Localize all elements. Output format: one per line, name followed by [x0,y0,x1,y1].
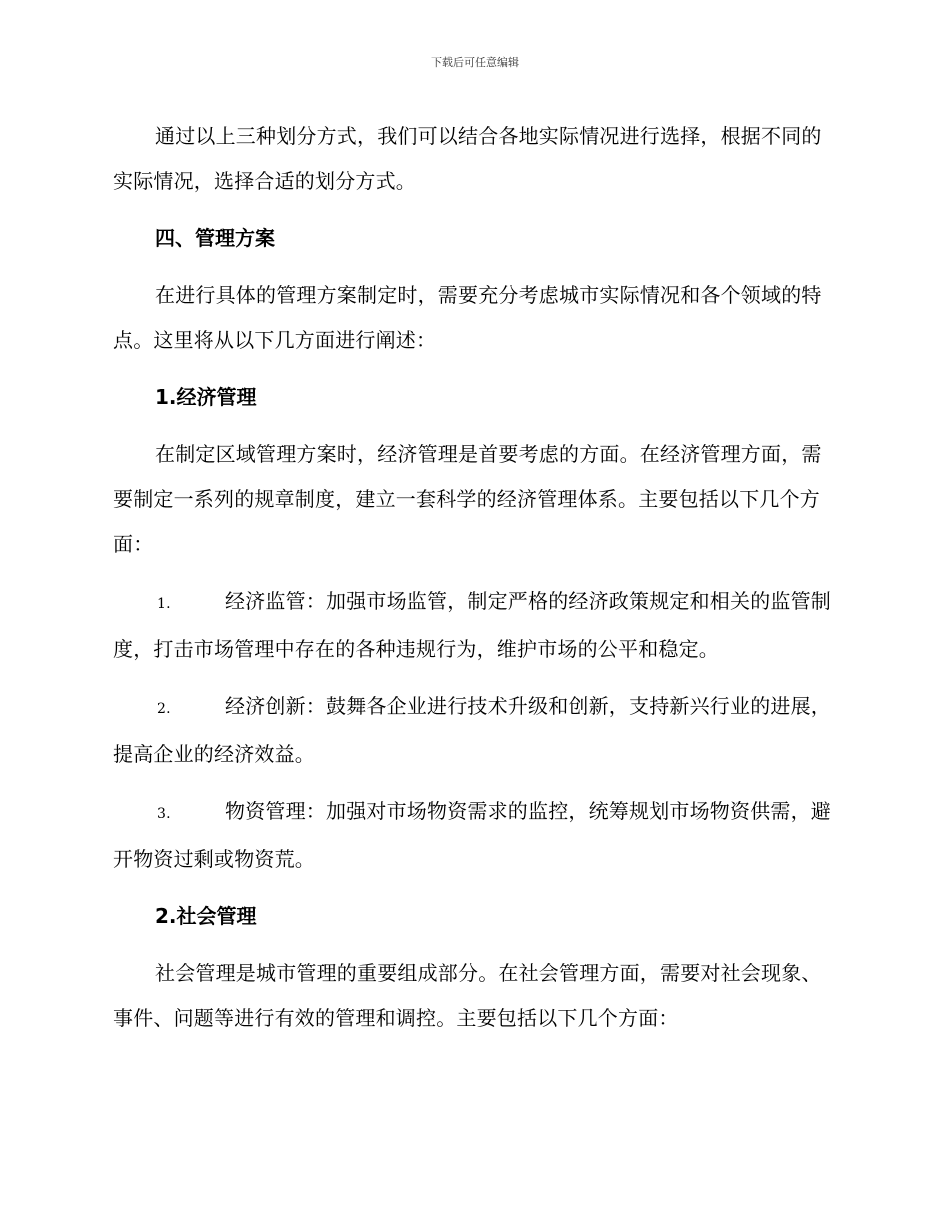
list-item-economic-supervision [113,579,833,672]
list-item-text: 物资管理：加强对市场物资需求的监控，统筹规划市场物资供需，避开物资过剩或物资荒。 [113,799,831,871]
list-number: 3. [157,806,171,822]
list-number: 1. [157,596,171,612]
list-item-material-management [113,789,833,882]
paragraph-social-intro: 社会管理是城市管理的重要组成部分。在社会管理方面，需要对社会现象、事件、问题等进行有效的管理和调控。主要包括以下几个方面： [113,961,822,1030]
document-body [113,114,833,1053]
page-header-note: 下载后可任意编辑 [431,56,519,69]
subheading-economic-management: 1.经济管理 [155,385,257,409]
paragraph-division-summary: 通过以上三种划分方式，我们可以结合各地实际情况进行选择，根据不同的实际情况，选择合适的划分方式。 [113,124,822,193]
paragraph-economic-intro: 在制定区域管理方案时，经济管理是首要考虑的方面。在经济管理方面，需要制定一系列的规章制度，建立一套科学的经济管理体系。主要包括以下几个方面： [113,442,822,556]
list-item-text: 经济创新：鼓舞各企业进行技术升级和创新，支持新兴行业的进展，提高企业的经济效益。 [113,694,831,766]
section-heading-management-plan: 四、管理方案 [155,226,275,250]
subheading-social-management: 2.社会管理 [155,904,257,928]
list-item-text: 经济监管：加强市场监管，制定严格的经济政策规定和相关的监管制度，打击市场管理中存在的各种违规行为，维护市场的公平和稳定。 [113,589,831,661]
list-item-economic-innovation [113,684,833,777]
list-number: 2. [157,701,171,717]
paragraph-plan-intro: 在进行具体的管理方案制定时，需要充分考虑城市实际情况和各个领域的特点。这里将从以下几方面进行阐述： [113,283,822,352]
